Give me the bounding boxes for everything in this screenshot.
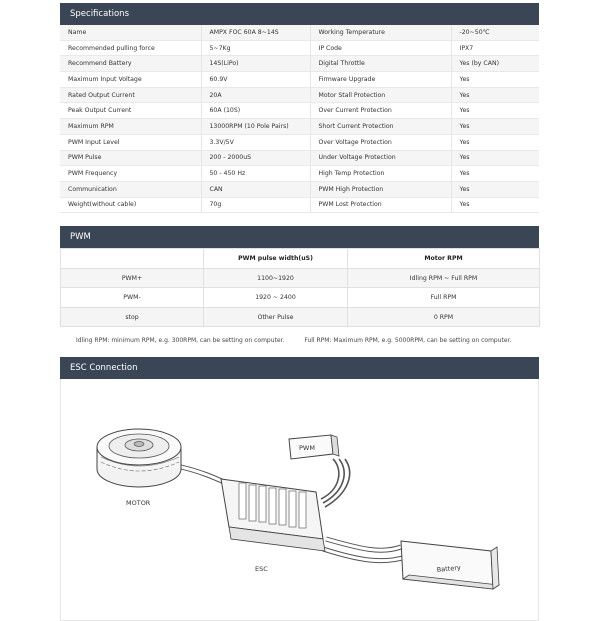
wiring-diagram	[61, 379, 538, 620]
spec-label: Under Voltage Protection	[310, 150, 451, 166]
spec-label: Firmware Upgrade	[310, 72, 451, 88]
pwm-motor-rpm: 0 RPM	[348, 307, 540, 327]
pwm-title: PWM	[70, 232, 91, 243]
spec-label: Over Current Protection	[310, 103, 451, 119]
spec-label: Name	[60, 25, 201, 40]
spec-row	[60, 181, 539, 197]
spec-row	[60, 119, 539, 135]
spec-row	[60, 150, 539, 166]
pwm-pulse-width: 1100~1920	[204, 268, 348, 288]
motor	[97, 429, 181, 487]
pwm-motor-rpm: Idling RPM ~ Full RPM	[348, 268, 540, 288]
pwm-note-full: Full RPM: Maximum RPM, e.g. 5000RPM, can be setting on computer.	[304, 337, 512, 345]
specifications-title: Specifications	[70, 9, 130, 19]
pwm-row	[61, 307, 540, 327]
spec-value: 20A	[201, 87, 310, 103]
motor-label: MOTOR	[126, 499, 151, 508]
pwm-col-header: Motor RPM	[348, 249, 540, 269]
pwm-header-row	[61, 249, 540, 269]
specifications-table	[60, 25, 539, 213]
spec-row	[60, 40, 539, 56]
spec-value: Yes	[451, 72, 539, 88]
spec-label: Short Current Protection	[310, 119, 451, 135]
spec-value: Yes	[451, 197, 539, 213]
pwm-table	[60, 248, 540, 327]
pwm-label: PWM	[299, 444, 315, 453]
spec-value: Yes (by CAN)	[451, 56, 539, 72]
spec-value: -20~50℃	[451, 25, 539, 40]
esc-module	[221, 479, 325, 551]
esc-connection-header	[60, 357, 539, 379]
pwm-row	[61, 268, 540, 288]
spec-row	[60, 56, 539, 72]
spec-value: 14S(LiPo)	[201, 56, 310, 72]
pwm-col-header	[61, 249, 204, 269]
spec-value: 200 - 2000uS	[201, 150, 310, 166]
pwm-motor-rpm: Full RPM	[348, 288, 540, 308]
spec-value: 50 - 450 Hz	[201, 166, 310, 182]
spec-label: Recommended pulling force	[60, 40, 201, 56]
spec-label: Over Voltage Protection	[310, 134, 451, 150]
spec-row	[60, 103, 539, 119]
spec-label: Digital Throttle	[310, 56, 451, 72]
spec-row	[60, 87, 539, 103]
spec-label: IP Code	[310, 40, 451, 56]
pwm-header	[60, 226, 539, 248]
spec-row	[60, 166, 539, 182]
specifications-header	[60, 3, 539, 25]
esc-label: ESC	[255, 565, 268, 574]
pwm-col-header: PWM pulse width(uS)	[204, 249, 348, 269]
pwm-signal: stop	[61, 307, 204, 327]
spec-label: Motor Stall Protection	[310, 87, 451, 103]
pwm-signal: PWM-	[61, 288, 204, 308]
spec-value: 3.3V/5V	[201, 134, 310, 150]
pwm-row	[61, 288, 540, 308]
spec-label: PWM Lost Protection	[310, 197, 451, 213]
spec-value: 5~7Kg	[201, 40, 310, 56]
spec-label: PWM Pulse	[60, 150, 201, 166]
spec-label: PWM Input Level	[60, 134, 201, 150]
esc-connection-diagram	[60, 379, 539, 621]
spec-value: Yes	[451, 87, 539, 103]
spec-value: AMPX FOC 60A 8~14S	[201, 25, 310, 40]
spec-value: 13000RPM (10 Pole Pairs)	[201, 119, 310, 135]
spec-value: Yes	[451, 103, 539, 119]
spec-label: Peak Output Current	[60, 103, 201, 119]
spec-value: 60.9V	[201, 72, 310, 88]
battery-label: Battery	[436, 563, 462, 575]
spec-value: IPX7	[451, 40, 539, 56]
page	[60, 0, 539, 621]
spec-value: Yes	[451, 181, 539, 197]
spec-label: Maximum Input Voltage	[60, 72, 201, 88]
spec-value: CAN	[201, 181, 310, 197]
spec-value: Yes	[451, 119, 539, 135]
spec-label: Recommend Battery	[60, 56, 201, 72]
pwm-signal: PWM+	[61, 268, 204, 288]
spec-value: Yes	[451, 134, 539, 150]
spec-label: High Temp Protection	[310, 166, 451, 182]
pwm-pulse-width: 1920 ~ 2400	[204, 288, 348, 308]
pwm-note	[60, 327, 539, 354]
spec-label: Working Temperature	[310, 25, 451, 40]
spec-label: Weight(without cable)	[60, 197, 201, 213]
spec-row	[60, 72, 539, 88]
pwm-pulse-width: Other Pulse	[204, 307, 348, 327]
spec-label: Maximum RPM	[60, 119, 201, 135]
spec-value: 70g	[201, 197, 310, 213]
spec-label: PWM Frequency	[60, 166, 201, 182]
esc-connection-title: ESC Connection	[70, 363, 138, 374]
spec-label: PWM High Protection	[310, 181, 451, 197]
spec-value: 60A (10S)	[201, 103, 310, 119]
spec-label: Rated Output Current	[60, 87, 201, 103]
spec-label: Communication	[60, 181, 201, 197]
spec-row	[60, 197, 539, 213]
spec-row	[60, 25, 539, 40]
spec-value: Yes	[451, 166, 539, 182]
spec-row	[60, 134, 539, 150]
spec-value: Yes	[451, 150, 539, 166]
pwm-note-idle: Idling RPM: minimum RPM, e.g. 300RPM, can be setting on computer.	[76, 337, 285, 345]
